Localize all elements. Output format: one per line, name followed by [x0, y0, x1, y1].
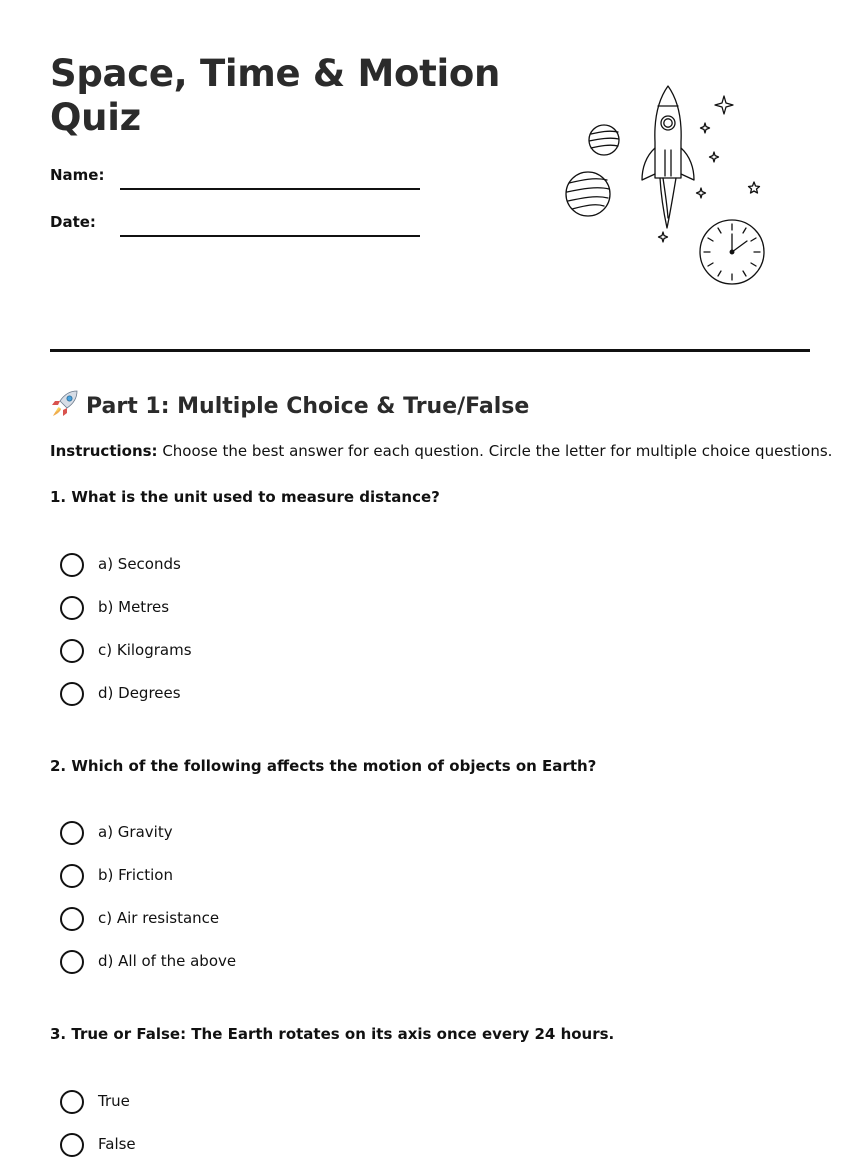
option-label: b) Metres [98, 598, 170, 616]
radio-circle[interactable] [60, 821, 84, 845]
radio-circle[interactable] [60, 639, 84, 663]
planet-icon [589, 125, 619, 155]
radio-circle[interactable] [60, 596, 84, 620]
option-label: d) All of the above [98, 952, 237, 970]
date-input-line[interactable] [120, 235, 420, 237]
name-input-line[interactable] [120, 188, 420, 190]
clock-icon [700, 220, 764, 284]
option-label: True [98, 1092, 130, 1110]
instructions [50, 440, 832, 462]
option-label: b) Friction [98, 866, 173, 884]
rocket-icon [642, 86, 694, 228]
section-divider [50, 349, 810, 352]
q2-option-c[interactable] [60, 907, 460, 933]
date-label: Date: [50, 213, 96, 231]
q3-option-false[interactable] [60, 1133, 460, 1159]
radio-circle[interactable] [60, 950, 84, 974]
q2-option-d[interactable] [60, 950, 460, 976]
question-2: 2. Which of the following affects the motion of objects on Earth? [50, 757, 597, 775]
radio-circle[interactable] [60, 1090, 84, 1114]
radio-circle[interactable] [60, 682, 84, 706]
q1-option-d[interactable] [60, 682, 460, 708]
q1-option-b[interactable] [60, 596, 460, 622]
name-label: Name: [50, 166, 105, 184]
q2-option-b[interactable] [60, 864, 460, 890]
instructions-text: Choose the best answer for each question. Circle the letter for multiple choice questions. [157, 442, 833, 460]
q2-option-a[interactable] [60, 821, 460, 847]
option-label: c) Kilograms [98, 641, 192, 659]
option-label: c) Air resistance [98, 909, 220, 927]
option-label: False [98, 1135, 136, 1153]
radio-circle[interactable] [60, 864, 84, 888]
option-label: a) Gravity [98, 823, 173, 841]
radio-circle[interactable] [60, 907, 84, 931]
q1-option-a[interactable] [60, 553, 460, 579]
rocket-emoji-icon [50, 388, 80, 418]
space-illustration [560, 78, 790, 293]
part1-heading [50, 388, 529, 423]
q1-option-c[interactable] [60, 639, 460, 665]
option-label: a) Seconds [98, 555, 181, 573]
q3-option-true[interactable] [60, 1090, 460, 1116]
radio-circle[interactable] [60, 1133, 84, 1157]
part1-heading-text: Part 1: Multiple Choice & True/False [86, 394, 530, 419]
option-label: d) Degrees [98, 684, 181, 702]
radio-circle[interactable] [60, 553, 84, 577]
question-3: 3. True or False: The Earth rotates on its axis once every 24 hours. [50, 1025, 615, 1043]
question-1: 1. What is the unit used to measure distance? [50, 488, 440, 506]
name-field [50, 166, 430, 196]
instructions-label: Instructions: [50, 442, 158, 460]
page-title: Space, Time & Motion Quiz [50, 52, 501, 139]
planet-icon [566, 172, 610, 216]
date-field [50, 213, 430, 243]
